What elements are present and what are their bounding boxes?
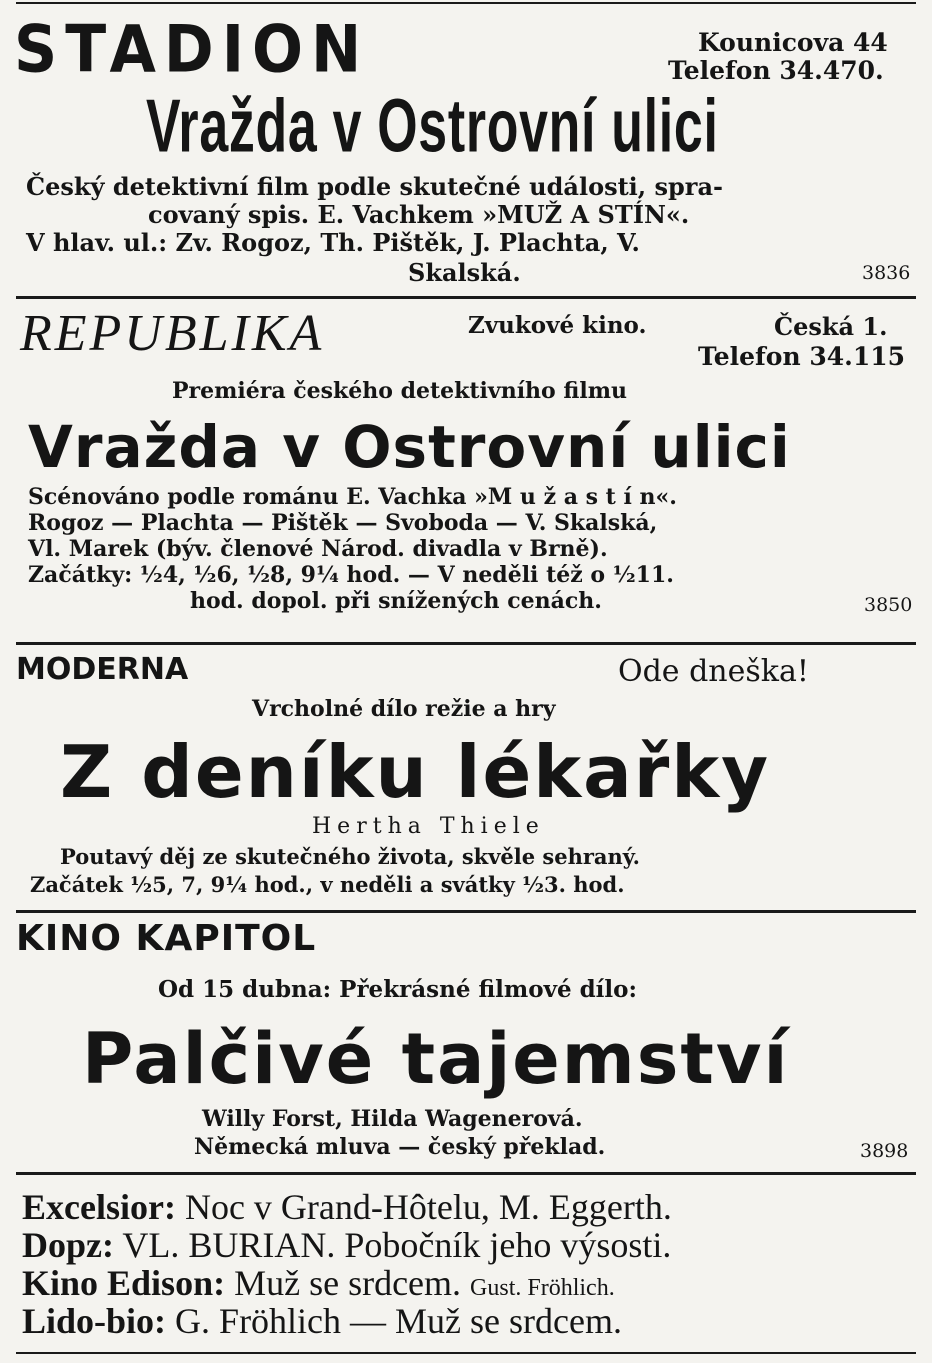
film-title: Vražda v Ostrovní ulici [146, 84, 719, 169]
list-item [22, 1224, 671, 1266]
venue-name-kapitol: KINO KAPITOL [16, 918, 317, 959]
film-star: Hertha Thiele [312, 814, 545, 839]
listings [0, 1178, 932, 1348]
venue-phone: Telefon 34.115 [698, 342, 906, 371]
listing-text: VL. BURIAN. Pobočník jeho výsosti. [122, 1225, 672, 1265]
venue-tag: Zvukové kino. [468, 312, 647, 339]
listing-extra: Gust. Fröhlich. [470, 1275, 615, 1301]
venue-address: Česká 1. [774, 312, 888, 341]
venue-phone: Telefon 34.470. [668, 56, 884, 85]
listing-text: G. Fröhlich — Muž se srdcem. [175, 1301, 622, 1341]
intro-line: Vrcholné dílo režie a hry [252, 696, 556, 722]
film-description: covaný spis. E. Vachkem »MUŽ A STÍN«. [148, 200, 690, 229]
venue-address: Kounicova 44 [698, 28, 888, 57]
film-cast: Willy Forst, Hilda Wagenerová. [202, 1106, 583, 1132]
film-info: Poutavý děj ze skutečného života, skvěle sehraný. [60, 844, 640, 869]
divider [16, 642, 916, 645]
listing-venue: Kino Edison: [22, 1263, 226, 1303]
intro-line: Od 15 dubna: Překrásné filmové dílo: [158, 976, 637, 1003]
film-info: Vl. Marek (býv. členové Národ. divadla v Brně). [28, 536, 608, 562]
list-item [22, 1300, 622, 1342]
film-title: Vražda v Ostrovní ulici [28, 413, 791, 481]
showtimes: Začátek ½5, 7, 9¼ hod., v neděli a svátky ½3. hod. [30, 872, 625, 897]
listing-venue: Lido-bio: [22, 1301, 167, 1341]
venue-name-stadion: STADION [14, 12, 370, 88]
list-item [22, 1186, 672, 1228]
showtimes: hod. dopol. při snížených cenách. [190, 588, 602, 614]
list-item [22, 1262, 615, 1304]
ad-kino-kapitol [0, 912, 932, 1172]
film-info: Scénováno podle románu E. Vachka »M u ž a s t í n«. [28, 484, 677, 510]
film-title: Palčivé tajemství [82, 1018, 790, 1100]
film-cast: Skalská. [408, 258, 521, 287]
listing-text: Muž se srdcem. [234, 1263, 462, 1303]
divider [16, 1172, 916, 1175]
bottom-rule [16, 1352, 916, 1354]
film-cast: V hlav. ul.: Zv. Rogoz, Th. Pištěk, J. Plachta, V. [26, 228, 640, 257]
ad-republika [0, 300, 932, 640]
ad-code: 3898 [860, 1140, 909, 1162]
venue-name-moderna: MODERNA [16, 652, 189, 687]
film-language: Německá mluva — český překlad. [194, 1134, 606, 1160]
film-description: Český detektivní film podle skutečné události, spra- [26, 172, 723, 201]
ad-stadion [0, 0, 932, 296]
premiere-line: Premiéra českého detektivního filmu [172, 378, 628, 404]
divider [16, 296, 916, 299]
badge-ode-dneska: Ode dneška! [618, 654, 809, 689]
ad-code: 3836 [862, 262, 911, 284]
ad-moderna [0, 646, 932, 908]
venue-name-republika: REPUBLIKA [20, 305, 325, 362]
showtimes: Začátky: ½4, ½6, ½8, 9¼ hod. — V neděli též o ½11. [28, 562, 674, 588]
listing-venue: Excelsior: [22, 1187, 176, 1227]
film-info: Rogoz — Plachta — Pištěk — Svoboda — V. Skalská, [28, 510, 658, 536]
ad-code: 3850 [864, 594, 913, 616]
listing-venue: Dopz: [22, 1225, 114, 1265]
film-title: Z deníku lékařky [60, 730, 771, 814]
listing-text: Noc v Grand-Hôtelu, M. Eggerth. [184, 1187, 672, 1227]
